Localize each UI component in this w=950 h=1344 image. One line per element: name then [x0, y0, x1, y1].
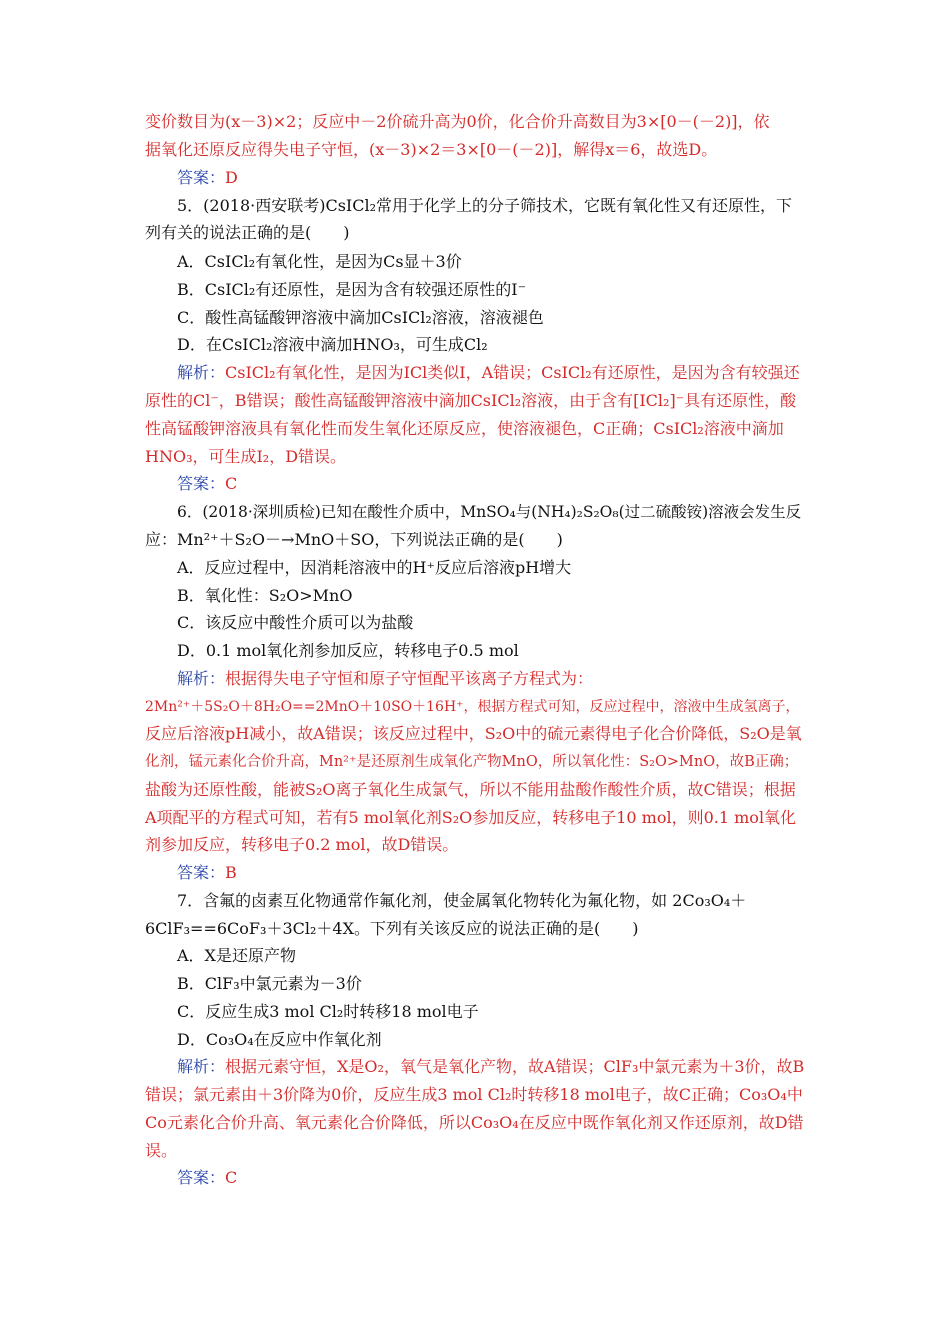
line-text: 误。: [145, 1141, 178, 1160]
line-text: 7．含氟的卤素互化物通常作氟化剂，使金属氧化物转化为氟化物，如 2Co₃O₄＋: [177, 891, 747, 910]
line-text: 列有关的说法正确的是( ): [145, 223, 350, 242]
answer-line: [177, 863, 237, 883]
line-text: 变价数目为(x－3)×2；反应中－2价硫升高为0价，化合价升高数目为3×[0－(－2)]，依: [145, 112, 770, 131]
text-line: [177, 308, 544, 328]
line-text: HNO₃，可生成I₂，D错误。: [145, 447, 347, 466]
line-text: 根据元素守恒，X是O₂，氧气是氧化产物，故A错误；ClF₃中氯元素为＋3价，故B: [225, 1057, 805, 1076]
text-line: [145, 835, 458, 855]
line-text: 6ClF₃==6CoF₃＋3Cl₂＋4X。下列有关该反应的说法正确的是( ): [145, 919, 639, 938]
line-text: C．反应生成3 mol Cl₂时转移18 mol电子: [177, 1002, 479, 1021]
text-line: [145, 1085, 803, 1105]
line-text: C．该反应中酸性介质可以为盐酸: [177, 613, 414, 632]
answer-label: 答案：: [177, 1168, 226, 1187]
line-text: C: [225, 1168, 238, 1187]
text-line: [145, 697, 800, 717]
text-line: [177, 252, 462, 272]
line-text: B．ClF₃中氯元素为－3价: [177, 974, 362, 993]
line-text: B．CsICl₂有还原性，是因为含有较强还原性的I⁻: [177, 280, 527, 299]
line-text: 盐酸为还原性酸，能被S₂O离子氧化生成氯气，所以不能用盐酸作酸性介质，故C错误；根据: [145, 780, 796, 799]
text-line: [177, 613, 413, 633]
text-line: [145, 808, 796, 828]
line-text: 错误；氯元素由＋3价降为0价，反应生成3 mol Cl₂时转移18 mol电子，故C正确；Co₃O₄中: [145, 1085, 803, 1104]
line-text: 5．(2018·西安联考)CsICl₂常用于化学上的分子筛技术，它既有氧化性又有还原性，下: [177, 196, 793, 215]
text-line: [145, 419, 784, 439]
text-line: [145, 724, 802, 744]
line-text: C．酸性高锰酸钾溶液中滴加CsICl₂溶液，溶液褪色: [177, 308, 544, 327]
text-line: [145, 447, 346, 467]
line-text: 据氧化还原反应得失电子守恒，(x－3)×2＝3×[0－(－2)]，解得x＝6，故选D。: [145, 140, 718, 159]
text-line: [145, 391, 796, 411]
text-line: [145, 140, 717, 160]
line-text: B．氧化性：S₂O>MnO: [177, 586, 353, 605]
line-text: 原性的Cl⁻，B错误；酸性高锰酸钾溶液中滴加CsICl₂溶液，由于含有[ICl₂]⁻具有还原性，酸: [145, 391, 797, 410]
line-text: D．0.1 mol氧化剂参加反应，转移电子0.5 mol: [177, 641, 519, 660]
text-line: [177, 558, 571, 578]
text-line: [145, 1113, 804, 1133]
line-text: 反应后溶液pH减小，故A错误；该反应过程中，S₂O中的硫元素得电子化合价降低，S₂O是氧: [145, 724, 802, 743]
line-text: A．反应过程中，因消耗溶液中的H⁺反应后溶液pH增大: [177, 558, 572, 577]
text-line: [145, 223, 350, 243]
line-text: A．X是还原产物: [177, 946, 296, 965]
line-text: Co元素化合价升高、氧元素化合价降低，所以Co₃O₄在反应中既作氧化剂又作还原剂，故D错: [145, 1113, 804, 1132]
text-line: [177, 335, 488, 355]
line-text: 根据得失电子守恒和原子守恒配平该离子方程式为：: [225, 669, 594, 688]
text-line: [177, 586, 352, 606]
answer-line: [177, 1168, 237, 1188]
analysis-line: [177, 669, 593, 689]
line-text: 化剂，锰元素化合价升高，Mn²⁺是还原剂生成氧化产物MnO，所以氧化性：S₂O>MnO，故B正确；: [145, 754, 799, 770]
line-text: D: [225, 168, 238, 187]
text-line: [177, 196, 792, 216]
line-text: 应：Mn²⁺＋S₂O－→MnO＋SO，下列说法正确的是( ): [145, 530, 563, 549]
text-line: [145, 752, 798, 772]
line-text: 性高锰酸钾溶液具有氧化性而发生氧化还原反应，使溶液褪色，C正确；CsICl₂溶液中滴加: [145, 419, 784, 438]
line-text: A项配平的方程式可知，若有5 mol氧化剂S₂O参加反应，转移电子10 mol，则0.1 mol氧化: [145, 808, 797, 827]
analysis-label: 解析：: [177, 363, 226, 382]
answer-line: [177, 168, 238, 188]
text-line: [177, 891, 746, 911]
line-text: A．CsICl₂有氧化性，是因为Cs显＋3价: [177, 252, 462, 271]
text-line: [145, 1141, 177, 1161]
text-line: [177, 946, 296, 966]
text-line: [177, 280, 526, 300]
text-line: [145, 112, 770, 132]
text-line: [177, 974, 362, 994]
text-line: [177, 502, 801, 522]
text-line: [177, 1030, 382, 1050]
line-text: 6．(2018·深圳质检)已知在酸性介质中，MnSO₄与(NH₄)₂S₂O₈(过二硫酸铵)溶液会发生反: [177, 503, 802, 521]
line-text: D．在CsICl₂溶液中滴加HNO₃，可生成Cl₂: [177, 335, 488, 354]
answer-label: 答案：: [177, 168, 226, 187]
answer-label: 答案：: [177, 863, 226, 882]
text-line: [145, 919, 638, 939]
text-line: [177, 1002, 479, 1022]
line-text: 2Mn²⁺＋5S₂O＋8H₂O==2MnO＋10SO＋16H⁺，根据方程式可知，反应过程中，溶液中生成氢离子，: [145, 699, 800, 715]
line-text: B: [225, 863, 237, 882]
text-line: [145, 780, 796, 800]
line-text: D．Co₃O₄在反应中作氧化剂: [177, 1030, 382, 1049]
analysis-line: [177, 1057, 804, 1077]
line-text: 剂参加反应，转移电子0.2 mol，故D错误。: [145, 835, 459, 854]
text-line: [177, 641, 519, 661]
answer-label: 答案：: [177, 474, 226, 493]
line-text: CsICl₂有氧化性，是因为ICl类似I，A错误；CsICl₂有还原性，是因为含有较强还: [225, 363, 800, 382]
analysis-label: 解析：: [177, 1057, 226, 1076]
line-text: C: [225, 474, 238, 493]
answer-line: [177, 474, 237, 494]
text-line: [145, 530, 563, 550]
analysis-label: 解析：: [177, 669, 226, 688]
analysis-line: [177, 363, 800, 383]
